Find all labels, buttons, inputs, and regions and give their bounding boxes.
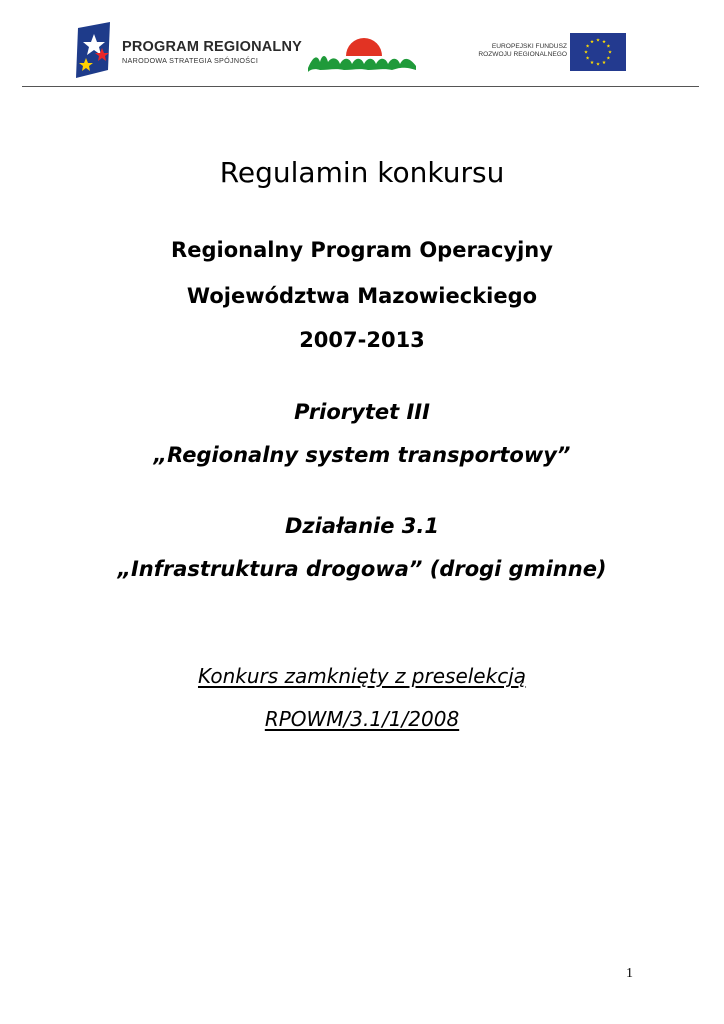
program-logo-title: PROGRAM REGIONALNY [122, 39, 303, 55]
contest-code: RPOWM/3.1/1/2008 [264, 707, 460, 731]
eu-fund-line1: EUROPEJSKI FUNDUSZ [491, 43, 567, 50]
program-line-1: Regionalny Program Operacyjny [171, 238, 553, 262]
priority-label: Priorytet III [294, 400, 430, 424]
program-years: 2007-2013 [299, 328, 425, 352]
header-divider [22, 86, 699, 87]
action-label: Działanie 3.1 [285, 514, 439, 538]
contest-type: Konkurs zamknięty z preselekcją [197, 664, 527, 688]
action-name: „Infrastruktura drogowa” (drogi gminne) [117, 557, 607, 581]
page-number: 1 [626, 966, 633, 981]
eu-fund-line2: ROZWOJU REGIONALNEGO [478, 51, 567, 58]
program-regionalny-logo-text [122, 39, 302, 66]
priority-name: „Regionalny system transportowy” [153, 443, 571, 467]
page-header [72, 20, 702, 82]
program-regionalny-star-logo [72, 20, 118, 80]
program-logo-subtitle: NARODOWA STRATEGIA SPÓJNOŚCI [122, 56, 259, 65]
eu-fund-text [467, 43, 567, 59]
program-line-2: Województwa Mazowieckiego [186, 284, 538, 308]
eu-flag-icon [570, 33, 626, 71]
mazowsze-logo [304, 32, 420, 74]
page-title: Regulamin konkursu [219, 156, 505, 189]
